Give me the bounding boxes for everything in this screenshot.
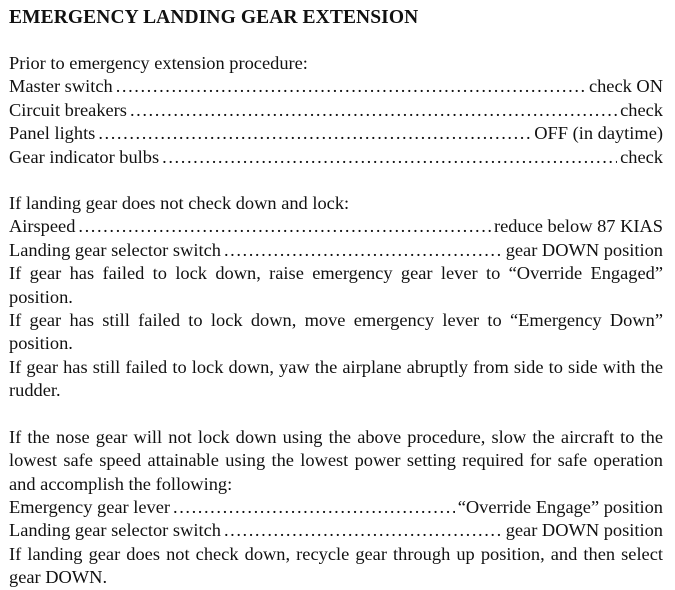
item-label: Panel lights xyxy=(9,123,96,144)
item-value: check ON xyxy=(588,76,663,97)
item-label: Master switch xyxy=(9,76,113,97)
item-label: Landing gear selector switch xyxy=(9,520,221,541)
item-value: gear DOWN position xyxy=(505,520,663,541)
dot-leader xyxy=(78,215,491,238)
section-intro: If landing gear does not check down and lock: xyxy=(9,193,350,214)
instruction-paragraph: If landing gear does not check down, recycle gear through up position, and then select gear DOWN. xyxy=(9,543,663,588)
item-value: check xyxy=(620,146,663,167)
instruction-paragraph: If gear has failed to lock down, raise emergency gear lever to “Override Engaged” position. xyxy=(9,263,663,307)
section-intro: If the nose gear will not lock down using the above procedure, slow the aircraft to the lowest safe speed attainable using the lowest power setting required for safe operation and accomplish the following: xyxy=(9,426,663,494)
section-gear-not-locked xyxy=(9,192,665,403)
dot-leader xyxy=(162,146,617,169)
checklist-item-airspeed xyxy=(9,215,663,238)
item-label: Emergency gear lever xyxy=(9,496,170,517)
page-title: EMERGENCY LANDING GEAR EXTENSION xyxy=(9,7,419,28)
item-label: Circuit breakers xyxy=(9,99,127,120)
dot-leader xyxy=(98,122,531,145)
checklist-item-panel-lights xyxy=(9,122,663,145)
instruction-paragraph: If gear has still failed to lock down, move emergency lever to “Emergency Down” position. xyxy=(9,310,663,354)
item-label: Gear indicator bulbs xyxy=(9,146,160,167)
section-pre-extension xyxy=(9,52,665,169)
instruction-paragraph: If gear has still failed to lock down, yaw the airplane abruptly from side to side with the rudder. xyxy=(9,356,663,401)
checklist-item-master-switch xyxy=(9,75,663,98)
checklist-item-gear-selector-switch xyxy=(9,519,663,542)
section-intro: Prior to emergency extension procedure: xyxy=(9,53,308,73)
item-label: Landing gear selector switch xyxy=(9,239,221,260)
checklist-item-circuit-breakers xyxy=(9,99,663,122)
dot-leader xyxy=(116,75,586,98)
checklist-item-gear-selector-switch xyxy=(9,239,663,262)
dot-leader xyxy=(224,239,503,262)
dot-leader xyxy=(130,99,617,122)
item-value: “Override Engage” position xyxy=(457,496,663,517)
item-value: OFF (in daytime) xyxy=(534,123,663,144)
section-nose-gear xyxy=(9,426,665,590)
item-value: gear DOWN position xyxy=(505,239,663,260)
item-label: Airspeed xyxy=(9,216,76,237)
item-value: check xyxy=(620,99,663,120)
dot-leader xyxy=(173,496,455,519)
checklist-item-gear-indicator-bulbs xyxy=(9,146,663,169)
checklist-item-emergency-gear-lever xyxy=(9,496,663,519)
dot-leader xyxy=(224,519,503,542)
item-value: reduce below 87 KIAS xyxy=(493,216,663,237)
